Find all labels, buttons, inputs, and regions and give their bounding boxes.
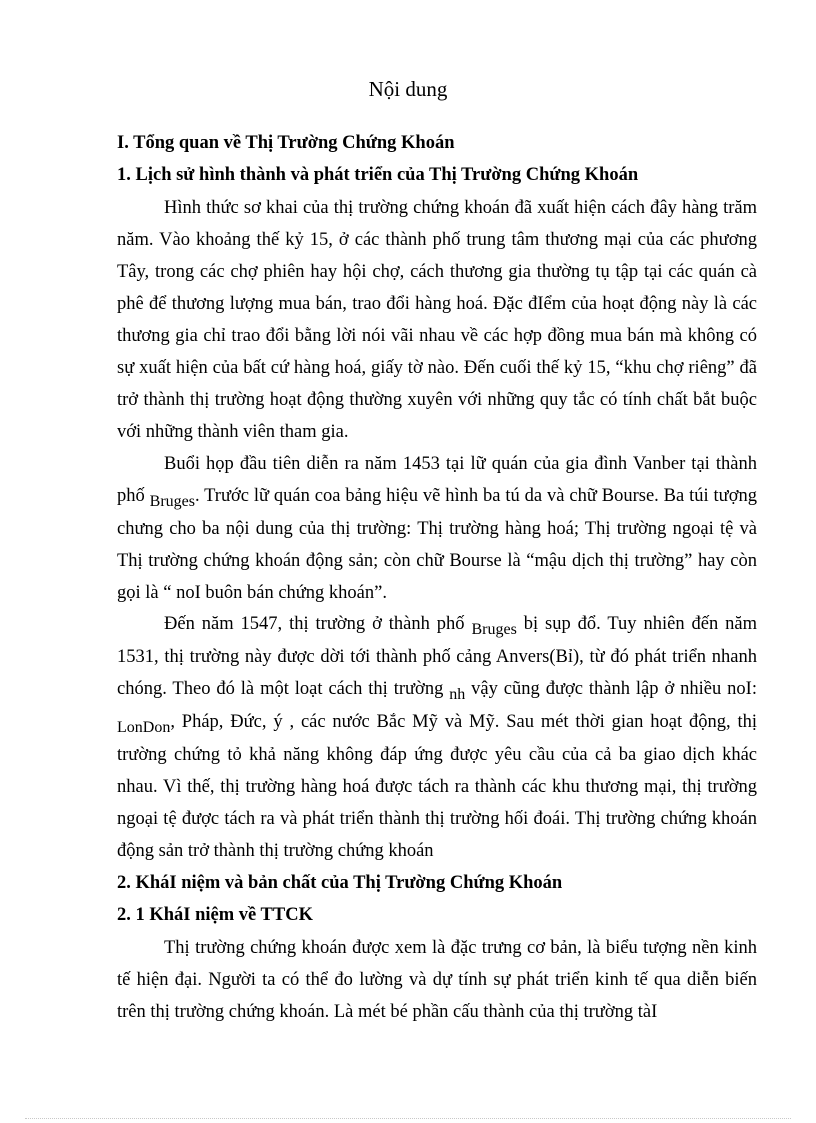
section-heading-1: I. Tổng quan về Thị Trường Chứng Khoán [117, 133, 455, 153]
page-title: Nội dung [368, 77, 448, 101]
section-heading-1-1: 1. Lịch sử hình thành và phát triển của Thị Trường Chứng Khoán [117, 165, 639, 185]
paragraph-text: bị sụp đổ. Tuy nhiên đến năm 1531, thị trường này được dời tới thành phố cảng Anvers(Bỉ), từ đó phát triển nhanh chóng. Theo đó là một loạt cách thị trường [117, 614, 757, 699]
city-name-london: LonDon [117, 719, 171, 736]
page-bottom-divider [25, 1118, 791, 1119]
city-name-bruges: Bruges [149, 493, 195, 510]
paragraph-text: . Trước lữ quán coa bảng hiệu vẽ hình ba tú da và chữ Bourse. Ba túi tượng chưng cho ba nội dung của thị trường: Thị trường hàng hoá; Thị trường ngoại tệ và Thị trường chứng khoán động sản; còn chữ Bourse là “mậu dịch thị trường” hay còn gọi là “ noI buôn bán chứng khoán”. [117, 486, 757, 603]
paragraph-text: Đến năm 1547, thị trường ở thành phố [164, 614, 472, 634]
paragraph-text: vậy cũng được thành lập ở nhiều noI: [465, 679, 757, 699]
fragment-nh: nh [449, 686, 466, 703]
paragraph-definition: Thị trường chứng khoán được xem là đặc trưng cơ bản, là biểu tượng nền kinh tế hiện đại. Người ta có thể đo lường và dự tính sự phát triển kinh tế qua diễn biến trên thị trường chứng khoán. Là mét bé phần cấu thành của thị trường tàI [117, 938, 757, 1022]
paragraph-first-meeting [117, 448, 757, 609]
city-name-bruges: Bruges [471, 621, 517, 638]
paragraph-history-origins: Hình thức sơ khai của thị trường chứng khoán đã xuất hiện cách đây hàng trăm năm. Vào khoảng thế kỷ 15, ở các thành phố trung tâm thương mại của các phương Tây, trong các chợ phiên hay hội chợ, cách thương gia thường tụ tập tại các quán cà phê để thương lượng mua bán, trao đổi hàng hoá. Đặc đIểm của hoạt động này là các thương gia chỉ trao đổi bằng lời nói vãi nhau về các hợp đồng mua bán mà không có sự xuất hiện của bất cứ hàng hoá, giấy tờ nào. Đến cuối thế kỷ 15, “khu chợ riêng” đã trở thành thị trường hoạt động thường xuyên với những quy tắc có tính chất bắt buộc với những thành viên tham gia. [117, 198, 757, 442]
section-heading-2: 2. KháI niệm và bản chất của Thị Trường Chứng Khoán [117, 873, 563, 893]
section-heading-2-1: 2. 1 KháI niệm về TTCK [117, 905, 313, 925]
paragraph-market-spread [117, 608, 757, 867]
paragraph-text: , Pháp, Đức, ý , các nước Bắc Mỹ và Mỹ. Sau mét thời gian hoạt động, thị trường chứng tỏ khả năng không đáp ứng được yêu cầu của cả ba giao dịch khác nhau. Vì thế, thị trường hàng hoá được tách ra thành các khu thương mại, thị trường ngoại tệ được tách ra và phát triển thành thị trường hối đoái. Thị trường chứng khoán động sản trở thành thị trường chứng khoán [117, 712, 757, 861]
paragraph-text: Buổi họp đầu tiên diễn ra năm 1453 tại lữ quán của gia đình Vanber tại thành phố [117, 454, 757, 506]
